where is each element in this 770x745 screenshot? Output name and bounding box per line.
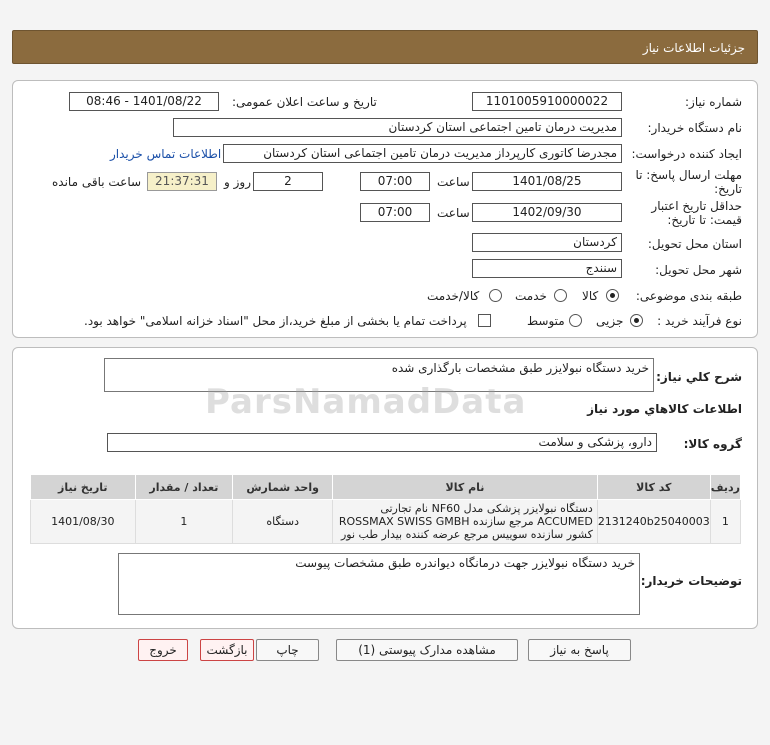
summary-field[interactable]: خرید دستگاه نبولایزر طبق مشخصات بارگذاری شده (104, 358, 654, 392)
row-index: 1 (710, 500, 740, 544)
col-date-header: تاریخ نیاز (31, 475, 136, 500)
print-button[interactable]: چاپ (256, 639, 319, 661)
process-medium-label: متوسط (527, 314, 565, 328)
page-title: جزئیات اطلاعات نیاز (642, 41, 745, 55)
requester-label: ایجاد کننده درخواست: (631, 147, 742, 161)
category-label: طبقه بندی موضوعی: (635, 289, 742, 303)
process-minor-radio[interactable] (630, 314, 643, 327)
category-goods-radio[interactable] (606, 289, 619, 302)
province-field[interactable]: کردستان (472, 233, 622, 252)
row-unit: دستگاه (233, 500, 333, 544)
goods-group-field[interactable]: دارو، پزشکی و سلامت (107, 433, 657, 452)
validity-time-label: ساعت (437, 206, 470, 220)
goods-table (30, 474, 741, 544)
province-label: استان محل تحویل: (647, 237, 742, 251)
treasury-payment-note: پرداخت تمام یا بخشی از مبلغ خرید،از محل "اسناد خزانه اسلامی" خواهد بود. (84, 314, 467, 328)
remaining-time-field: 21:37:31 (147, 172, 217, 191)
row-qty: 1 (135, 500, 233, 544)
category-both-radio[interactable] (489, 289, 502, 302)
category-goods-label: کالا (582, 289, 599, 303)
summary-label: شرح کلي نياز: (656, 370, 742, 384)
buyer-notes-field[interactable]: خرید دستگاه نبولایزر جهت درمانگاه دیواندره طبق مشخصات پیوست (118, 553, 640, 615)
buyer-org-field[interactable]: مدیریت درمان تامین اجتماعی استان کردستان (173, 118, 622, 137)
goods-group-label: گروه کالا: (683, 437, 742, 451)
validity-label: حداقل تاریخ اعتبار قیمت: تا تاریخ: (651, 199, 742, 227)
row-name: دستگاه نبولایزر پزشکی مدل NF60 نام تجارتی ACCUMED مرجع سازنده ROSSMAX SWISS GMBH کشور سازنده سوییس مرجع عرضه کننده بیدار طب نور (333, 500, 598, 544)
reply-button[interactable]: پاسخ به نیاز (528, 639, 631, 661)
announce-label: تاریخ و ساعت اعلان عمومی: (232, 95, 377, 109)
need-number-field[interactable]: 1101005910000022 (472, 92, 622, 111)
need-number-label: شماره نیاز: (685, 95, 742, 109)
watermark-logo: ParsNamadData (205, 382, 527, 422)
category-both-label: کالا/خدمت (427, 289, 480, 303)
process-label: نوع فرآیند خرید : (657, 314, 742, 328)
col-unit-header: واحد شمارش (233, 475, 333, 500)
row-date: 1401/08/30 (31, 500, 136, 544)
buyer-notes-label: توضیحات خریدار: (640, 574, 742, 588)
category-service-label: خدمت (515, 289, 547, 303)
days-field[interactable]: 2 (253, 172, 323, 191)
process-medium-radio[interactable] (569, 314, 582, 327)
category-service-radio[interactable] (554, 289, 567, 302)
row-code: 2131240b25040003 (597, 500, 710, 544)
reply-date-field[interactable]: 1401/08/25 (472, 172, 622, 191)
days-label: روز و (224, 175, 251, 189)
buyer-org-label: نام دستگاه خریدار: (647, 121, 742, 135)
reply-deadline-label: مهلت ارسال پاسخ: تا تاریخ: (635, 168, 742, 196)
city-field[interactable]: سنندج (472, 259, 622, 278)
remaining-label: ساعت باقی مانده (52, 175, 142, 189)
attachments-button[interactable]: مشاهده مدارک پیوستی (1) (336, 639, 518, 661)
city-label: شهر محل تحویل: (655, 263, 742, 277)
col-qty-header: تعداد / مقدار (135, 475, 233, 500)
col-code-header: کد کالا (597, 475, 710, 500)
treasury-payment-checkbox[interactable] (478, 314, 491, 327)
table-row[interactable] (31, 500, 741, 544)
process-minor-label: جزیی (596, 314, 624, 328)
reply-time-label: ساعت (437, 175, 470, 189)
requester-field[interactable]: مجدرضا کاتوری کارپرداز مدیریت درمان تامین اجتماعی استان کردستان (223, 144, 622, 163)
contact-buyer-link[interactable]: اطلاعات تماس خریدار (110, 147, 222, 161)
goods-table-header (31, 475, 741, 500)
col-index-header: ردیف (710, 475, 740, 500)
exit-button[interactable]: خروج (138, 639, 188, 661)
goods-info-title: اطلاعات کالاهاي مورد نياز (587, 402, 742, 416)
page-title-bar (12, 30, 758, 64)
validity-time-field[interactable]: 07:00 (360, 203, 430, 222)
announce-field[interactable]: 1401/08/22 - 08:46 (69, 92, 219, 111)
col-name-header: نام کالا (333, 475, 598, 500)
reply-time-field[interactable]: 07:00 (360, 172, 430, 191)
validity-date-field[interactable]: 1402/09/30 (472, 203, 622, 222)
back-button[interactable]: بازگشت (200, 639, 254, 661)
